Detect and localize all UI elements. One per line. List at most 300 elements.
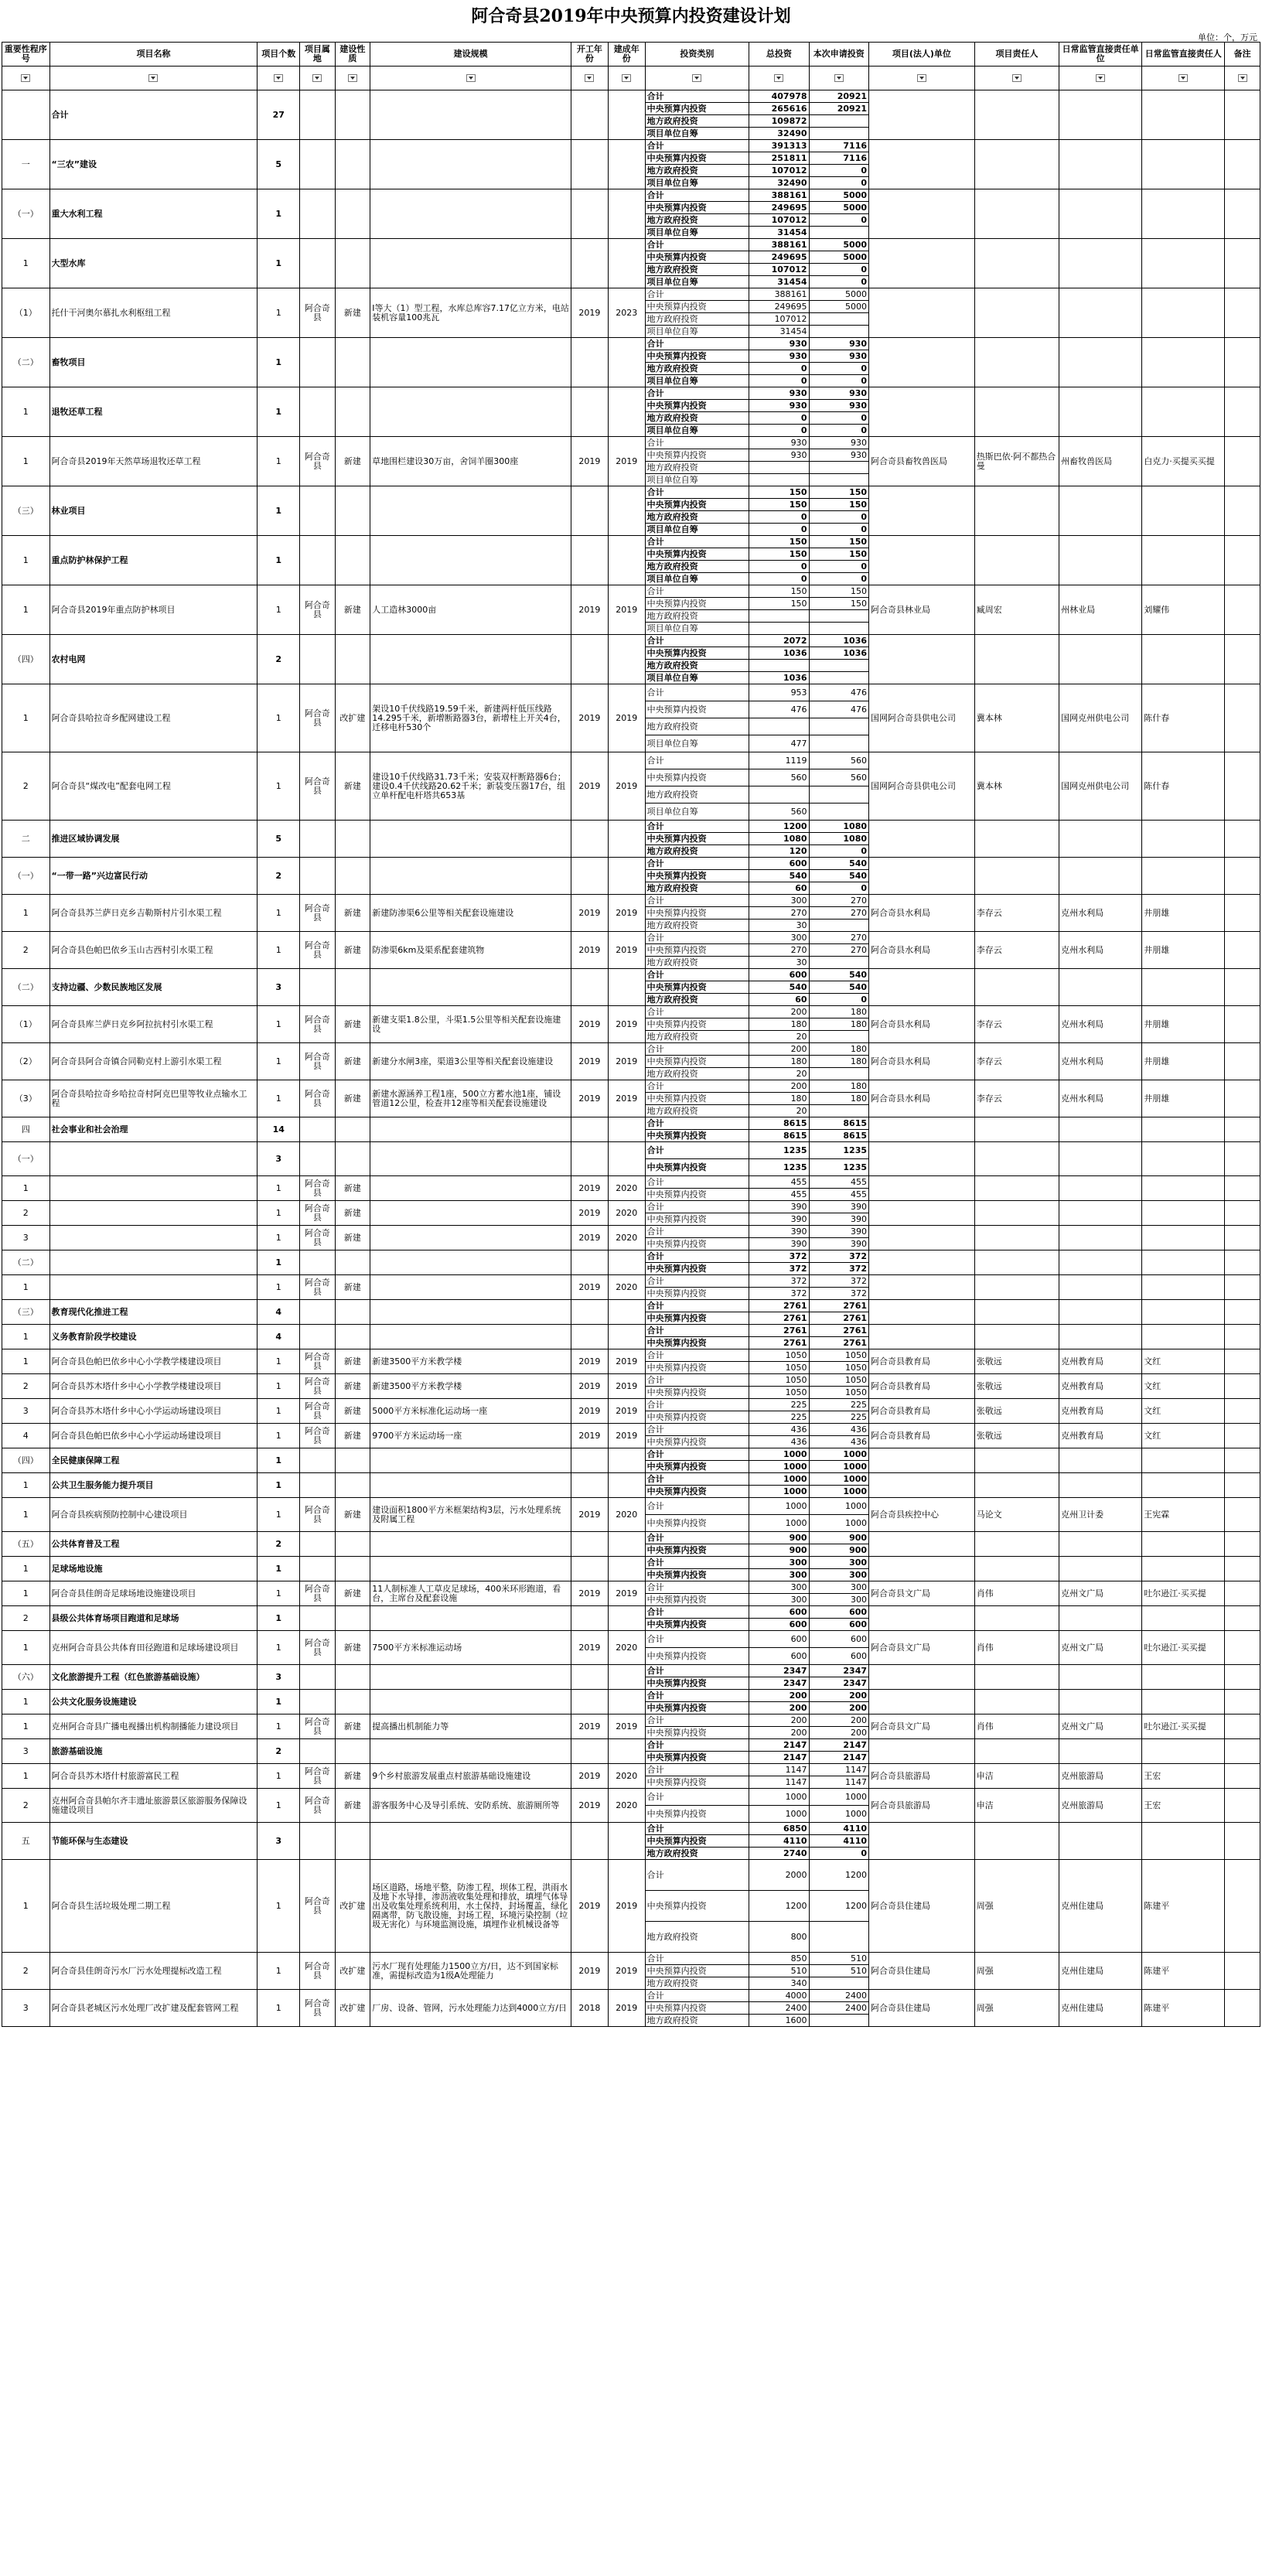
supervision-person: 陈建平	[1142, 1953, 1225, 1990]
invest-category: 中央预算内投资	[645, 1411, 749, 1424]
project-site	[300, 1473, 336, 1498]
project-name	[49, 1250, 258, 1275]
end-year	[608, 1300, 645, 1325]
start-year: 2019	[571, 1080, 608, 1117]
invest-category: 合计	[645, 1275, 749, 1288]
table-row	[2, 288, 1260, 301]
filter-dropdown-icon[interactable]	[21, 74, 30, 82]
requested-investment: 1036	[809, 635, 868, 647]
supervision-person	[1142, 1690, 1225, 1714]
project-count: 1	[258, 932, 300, 969]
invest-category: 项目单位自筹	[645, 326, 749, 338]
start-year	[571, 1665, 608, 1690]
table-row	[2, 1823, 1260, 1835]
total-investment: 4110	[749, 1835, 809, 1848]
start-year: 2019	[571, 1176, 608, 1201]
project-unit	[869, 189, 975, 239]
supervision-person	[1142, 1448, 1225, 1473]
project-manager: 臧周宏	[974, 585, 1059, 635]
requested-investment: 510	[809, 1965, 868, 1977]
build-nature	[335, 387, 370, 437]
filter-dropdown-icon[interactable]	[774, 74, 783, 82]
supervision-unit: 克州旅游局	[1059, 1789, 1142, 1823]
total-investment: 8615	[749, 1117, 809, 1130]
project-manager	[974, 387, 1059, 437]
requested-investment: 4110	[809, 1835, 868, 1848]
column-header: 投资类别	[645, 43, 749, 67]
total-investment: 1000	[749, 1486, 809, 1498]
start-year	[571, 486, 608, 536]
invest-category: 中央预算内投资	[645, 499, 749, 511]
invest-category: 中央预算内投资	[645, 1544, 749, 1557]
invest-category: 中央预算内投资	[645, 907, 749, 920]
invest-category: 中央预算内投资	[645, 1752, 749, 1764]
build-scale	[370, 1665, 571, 1690]
requested-investment: 0	[809, 561, 868, 573]
supervision-person	[1142, 387, 1225, 437]
invest-category: 中央预算内投资	[645, 400, 749, 412]
column-header: 日常监管直接责任单位	[1059, 43, 1142, 67]
build-scale: 新建3500平方米教学楼	[370, 1349, 571, 1374]
requested-investment: 0	[809, 177, 868, 189]
build-scale	[370, 1176, 571, 1201]
requested-investment: 150	[809, 486, 868, 499]
table-row	[2, 1043, 1260, 1056]
build-scale: 草地围栏建设30万亩，舍饲羊圈300座	[370, 437, 571, 486]
table-row	[2, 969, 1260, 981]
requested-investment	[809, 128, 868, 140]
supervision-person	[1142, 338, 1225, 387]
row-number: 1	[2, 1176, 50, 1201]
total-investment: 32490	[749, 177, 809, 189]
supervision-unit: 克州教育局	[1059, 1424, 1142, 1448]
start-year: 2019	[571, 895, 608, 932]
filter-dropdown-icon[interactable]	[1238, 74, 1247, 82]
total-investment: 109872	[749, 115, 809, 128]
build-scale: 污水厂现有处理能力1500立方/日，达不到国家标准，需提标改造为1级A处理能力	[370, 1953, 571, 1990]
row-number: （四）	[2, 635, 50, 684]
project-manager	[974, 1300, 1059, 1325]
invest-category: 中央预算内投资	[645, 1619, 749, 1631]
supervision-person: 吐尔逊江·买买提	[1142, 1714, 1225, 1739]
project-manager: 申洁	[974, 1764, 1059, 1789]
requested-investment: 150	[809, 548, 868, 561]
requested-investment: 225	[809, 1411, 868, 1424]
supervision-unit	[1059, 1606, 1142, 1631]
total-investment: 900	[749, 1544, 809, 1557]
row-number: 1	[2, 387, 50, 437]
filter-dropdown-icon[interactable]	[466, 74, 476, 82]
row-number: 1	[2, 437, 50, 486]
supervision-person	[1142, 239, 1225, 288]
total-investment: 150	[749, 598, 809, 610]
end-year	[608, 140, 645, 189]
requested-investment: 0	[809, 845, 868, 858]
requested-investment: 1050	[809, 1362, 868, 1374]
invest-category: 地方政府投资	[645, 1031, 749, 1043]
project-unit: 阿合奇县教育局	[869, 1349, 975, 1374]
project-name: 阿合奇县色帕巴依乡中心小学运动场建设项目	[49, 1424, 258, 1448]
requested-investment	[809, 462, 868, 474]
invest-category: 中央预算内投资	[645, 1776, 749, 1789]
project-site: 阿合奇县	[300, 437, 336, 486]
requested-investment: 0	[809, 1848, 868, 1860]
start-year: 2019	[571, 1631, 608, 1665]
invest-category: 中央预算内投资	[645, 1594, 749, 1606]
invest-category: 中央预算内投资	[645, 1515, 749, 1532]
filter-dropdown-icon[interactable]	[1178, 74, 1188, 82]
project-count: 1	[258, 1764, 300, 1789]
project-manager	[974, 1473, 1059, 1498]
supervision-person: 王宏	[1142, 1764, 1225, 1789]
build-nature: 新建	[335, 932, 370, 969]
invest-category: 项目单位自筹	[645, 128, 749, 140]
requested-investment: 600	[809, 1606, 868, 1619]
supervision-person: 井朋雄	[1142, 1080, 1225, 1117]
project-count: 1	[258, 752, 300, 821]
requested-investment: 150	[809, 585, 868, 598]
supervision-person	[1142, 858, 1225, 895]
total-investment: 265616	[749, 103, 809, 115]
table-row	[2, 1349, 1260, 1362]
end-year	[608, 1823, 645, 1860]
project-unit	[869, 1448, 975, 1473]
filter-cell	[974, 67, 1059, 90]
total-investment: 560	[749, 769, 809, 786]
project-name: 阿合奇县色帕巴依乡玉山古西村引水渠工程	[49, 932, 258, 969]
project-count: 3	[258, 1823, 300, 1860]
total-investment: 2000	[749, 1860, 809, 1891]
total-investment: 372	[749, 1288, 809, 1300]
start-year	[571, 387, 608, 437]
requested-investment: 180	[809, 1056, 868, 1068]
project-unit: 阿合奇县文广局	[869, 1631, 975, 1665]
requested-investment: 540	[809, 858, 868, 870]
invest-category: 合计	[645, 1300, 749, 1312]
filter-dropdown-icon[interactable]	[917, 74, 926, 82]
requested-investment: 1050	[809, 1349, 868, 1362]
total-investment: 1600	[749, 2015, 809, 2027]
invest-category: 中央预算内投资	[645, 1387, 749, 1399]
project-unit: 阿合奇县旅游局	[869, 1789, 975, 1823]
invest-category: 地方政府投资	[645, 165, 749, 177]
row-number: 1	[2, 1473, 50, 1498]
requested-investment: 455	[809, 1189, 868, 1201]
total-investment: 2400	[749, 2002, 809, 2015]
invest-category: 中央预算内投资	[645, 1648, 749, 1665]
build-scale: 7500平方米标准运动场	[370, 1631, 571, 1665]
invest-category: 地方政府投资	[645, 845, 749, 858]
build-nature: 新建	[335, 1201, 370, 1226]
invest-category: 中央预算内投资	[645, 152, 749, 165]
remarks	[1225, 932, 1260, 969]
project-count: 2	[258, 1739, 300, 1764]
invest-category: 合计	[645, 635, 749, 647]
total-investment: 0	[749, 511, 809, 524]
project-name: 节能环保与生态建设	[49, 1823, 258, 1860]
remarks	[1225, 821, 1260, 858]
project-site	[300, 1117, 336, 1142]
project-manager	[974, 140, 1059, 189]
build-scale: 厂房、设备、管网，污水处理能力达到4000立方/日	[370, 1990, 571, 2027]
requested-investment: 0	[809, 573, 868, 585]
end-year: 2019	[608, 1581, 645, 1606]
total-investment: 200	[749, 1080, 809, 1093]
invest-category: 合计	[645, 585, 749, 598]
invest-category: 中央预算内投资	[645, 1965, 749, 1977]
invest-category: 中央预算内投资	[645, 1486, 749, 1498]
total-investment: 900	[749, 1532, 809, 1544]
remarks	[1225, 1860, 1260, 1953]
total-investment: 0	[749, 363, 809, 375]
filter-cell	[49, 67, 258, 90]
project-count: 1	[258, 1043, 300, 1080]
requested-investment: 1000	[809, 1448, 868, 1461]
filter-dropdown-icon[interactable]	[585, 74, 594, 82]
remarks	[1225, 1789, 1260, 1823]
row-number: 1	[2, 1690, 50, 1714]
project-unit	[869, 1473, 975, 1498]
project-manager: 周强	[974, 1953, 1059, 1990]
invest-category: 中央预算内投资	[645, 1362, 749, 1374]
invest-category: 地方政府投资	[645, 313, 749, 326]
total-investment: 1200	[749, 821, 809, 833]
project-manager: 申洁	[974, 1789, 1059, 1823]
table-row	[2, 1374, 1260, 1387]
total-investment: 107012	[749, 214, 809, 227]
requested-investment: 20921	[809, 103, 868, 115]
requested-investment: 1147	[809, 1776, 868, 1789]
supervision-unit: 克州水利局	[1059, 1043, 1142, 1080]
requested-investment: 372	[809, 1275, 868, 1288]
total-investment: 390	[749, 1213, 809, 1226]
requested-investment: 270	[809, 895, 868, 907]
requested-investment: 2400	[809, 1990, 868, 2002]
table-row	[2, 1275, 1260, 1288]
invest-category: 中央预算内投资	[645, 1130, 749, 1142]
supervision-person	[1142, 1606, 1225, 1631]
filter-dropdown-icon[interactable]	[312, 74, 322, 82]
requested-investment	[809, 1977, 868, 1990]
project-site: 阿合奇县	[300, 1631, 336, 1665]
project-manager: 冀本林	[974, 684, 1059, 752]
total-investment: 600	[749, 1631, 809, 1648]
total-investment: 4000	[749, 1990, 809, 2002]
end-year: 2019	[608, 585, 645, 635]
filter-cell	[571, 67, 608, 90]
requested-investment: 300	[809, 1594, 868, 1606]
row-number: （一）	[2, 1142, 50, 1176]
table-row	[2, 1764, 1260, 1776]
start-year	[571, 1325, 608, 1349]
start-year	[571, 635, 608, 684]
project-unit: 阿合奇县疾控中心	[869, 1498, 975, 1532]
project-manager	[974, 1226, 1059, 1250]
supervision-unit	[1059, 1117, 1142, 1142]
total-investment: 31454	[749, 276, 809, 288]
project-unit	[869, 90, 975, 140]
table-row	[2, 635, 1260, 647]
requested-investment	[809, 610, 868, 623]
supervision-unit	[1059, 1473, 1142, 1498]
table-row	[2, 1201, 1260, 1213]
requested-investment: 560	[809, 752, 868, 769]
supervision-unit: 克州住建局	[1059, 1860, 1142, 1953]
table-row	[2, 1953, 1260, 1965]
supervision-unit	[1059, 239, 1142, 288]
build-nature: 新建	[335, 1789, 370, 1823]
start-year: 2019	[571, 437, 608, 486]
row-number	[2, 90, 50, 140]
invest-category: 地方政府投资	[645, 2015, 749, 2027]
column-header: 项目个数	[258, 43, 300, 67]
total-investment: 180	[749, 1056, 809, 1068]
project-unit	[869, 239, 975, 288]
table-row	[2, 1739, 1260, 1752]
supervision-unit	[1059, 338, 1142, 387]
project-site: 阿合奇县	[300, 1860, 336, 1953]
supervision-unit: 克州水利局	[1059, 1006, 1142, 1043]
requested-investment: 390	[809, 1238, 868, 1250]
supervision-person: 陈什春	[1142, 752, 1225, 821]
filter-dropdown-icon[interactable]	[692, 74, 701, 82]
total-investment: 200	[749, 1702, 809, 1714]
invest-category: 地方政府投资	[645, 1977, 749, 1990]
project-count: 2	[258, 635, 300, 684]
project-count: 1	[258, 1498, 300, 1532]
column-header: 日常监管直接责任人	[1142, 43, 1225, 67]
project-unit	[869, 140, 975, 189]
filter-row[interactable]	[2, 67, 1260, 90]
invest-category: 合计	[645, 1349, 749, 1362]
requested-investment: 180	[809, 1018, 868, 1031]
build-nature	[335, 1690, 370, 1714]
total-investment: 1050	[749, 1349, 809, 1362]
remarks	[1225, 189, 1260, 239]
row-number: 2	[2, 1374, 50, 1399]
row-number: 1	[2, 1325, 50, 1349]
project-site: 阿合奇县	[300, 1498, 336, 1532]
project-unit: 阿合奇县住建局	[869, 1953, 975, 1990]
project-name: 足球场地设施	[49, 1557, 258, 1581]
invest-category: 项目单位自筹	[645, 474, 749, 486]
end-year	[608, 858, 645, 895]
supervision-unit	[1059, 1448, 1142, 1473]
remarks	[1225, 437, 1260, 486]
supervision-unit: 克州文广局	[1059, 1581, 1142, 1606]
invest-category: 合计	[645, 1006, 749, 1018]
end-year: 2019	[608, 1714, 645, 1739]
supervision-person	[1142, 1300, 1225, 1325]
end-year	[608, 1250, 645, 1275]
end-year	[608, 1532, 645, 1557]
total-investment: 1000	[749, 1806, 809, 1823]
start-year: 2019	[571, 1714, 608, 1739]
total-investment: 930	[749, 387, 809, 400]
build-nature: 新建	[335, 1498, 370, 1532]
requested-investment: 300	[809, 1569, 868, 1581]
table-row	[2, 1006, 1260, 1018]
build-nature	[335, 140, 370, 189]
filter-dropdown-icon[interactable]	[834, 74, 844, 82]
project-manager	[974, 1275, 1059, 1300]
filter-dropdown-icon[interactable]	[622, 74, 631, 82]
table-row	[2, 585, 1260, 598]
project-name: 文化旅游提升工程（红色旅游基础设施）	[49, 1665, 258, 1690]
total-investment: 1000	[749, 1498, 809, 1515]
project-count: 1	[258, 895, 300, 932]
total-investment: 20	[749, 1105, 809, 1117]
end-year	[608, 1557, 645, 1581]
requested-investment: 510	[809, 1953, 868, 1965]
remarks	[1225, 895, 1260, 932]
build-nature: 新建	[335, 1374, 370, 1399]
invest-category: 项目单位自筹	[645, 227, 749, 239]
end-year: 2019	[608, 437, 645, 486]
table-row	[2, 821, 1260, 833]
remarks	[1225, 1990, 1260, 2027]
filter-dropdown-icon[interactable]	[274, 74, 283, 82]
requested-investment: 300	[809, 1581, 868, 1594]
build-nature	[335, 858, 370, 895]
filter-dropdown-icon[interactable]	[1096, 74, 1105, 82]
project-site: 阿合奇县	[300, 1226, 336, 1250]
supervision-unit	[1059, 635, 1142, 684]
total-investment: 372	[749, 1275, 809, 1288]
end-year: 2020	[608, 1226, 645, 1250]
end-year: 2020	[608, 1789, 645, 1823]
row-number: 3	[2, 1399, 50, 1424]
row-number: 1	[2, 585, 50, 635]
row-number: 1	[2, 1860, 50, 1953]
requested-investment: 0	[809, 511, 868, 524]
project-name: 阿合奇县苏兰萨日克乡吉勒斯村片引水渠工程	[49, 895, 258, 932]
remarks	[1225, 585, 1260, 635]
invest-category: 地方政府投资	[645, 214, 749, 227]
requested-investment: 200	[809, 1714, 868, 1727]
invest-category: 合计	[645, 895, 749, 907]
total-investment: 600	[749, 858, 809, 870]
invest-category: 地方政府投资	[645, 115, 749, 128]
supervision-unit	[1059, 1557, 1142, 1581]
invest-category: 合计	[645, 338, 749, 350]
filter-dropdown-icon[interactable]	[348, 74, 357, 82]
project-manager	[974, 1532, 1059, 1557]
end-year: 2020	[608, 1176, 645, 1201]
requested-investment: 1036	[809, 647, 868, 660]
end-year: 2019	[608, 1953, 645, 1990]
project-count: 1	[258, 1860, 300, 1953]
requested-investment: 0	[809, 524, 868, 536]
start-year: 2019	[571, 1043, 608, 1080]
project-name	[49, 1226, 258, 1250]
requested-investment: 930	[809, 449, 868, 462]
project-count: 1	[258, 387, 300, 437]
row-number: （3）	[2, 1080, 50, 1117]
start-year	[571, 1250, 608, 1275]
build-nature: 改扩建	[335, 1990, 370, 2027]
total-investment: 300	[749, 1569, 809, 1581]
total-investment: 249695	[749, 251, 809, 264]
build-scale	[370, 1448, 571, 1473]
start-year: 2019	[571, 288, 608, 338]
filter-dropdown-icon[interactable]	[1012, 74, 1022, 82]
project-manager	[974, 1142, 1059, 1176]
requested-investment: 0	[809, 412, 868, 425]
total-investment: 390	[749, 1226, 809, 1238]
filter-dropdown-icon[interactable]	[148, 74, 158, 82]
total-investment: 2761	[749, 1300, 809, 1312]
